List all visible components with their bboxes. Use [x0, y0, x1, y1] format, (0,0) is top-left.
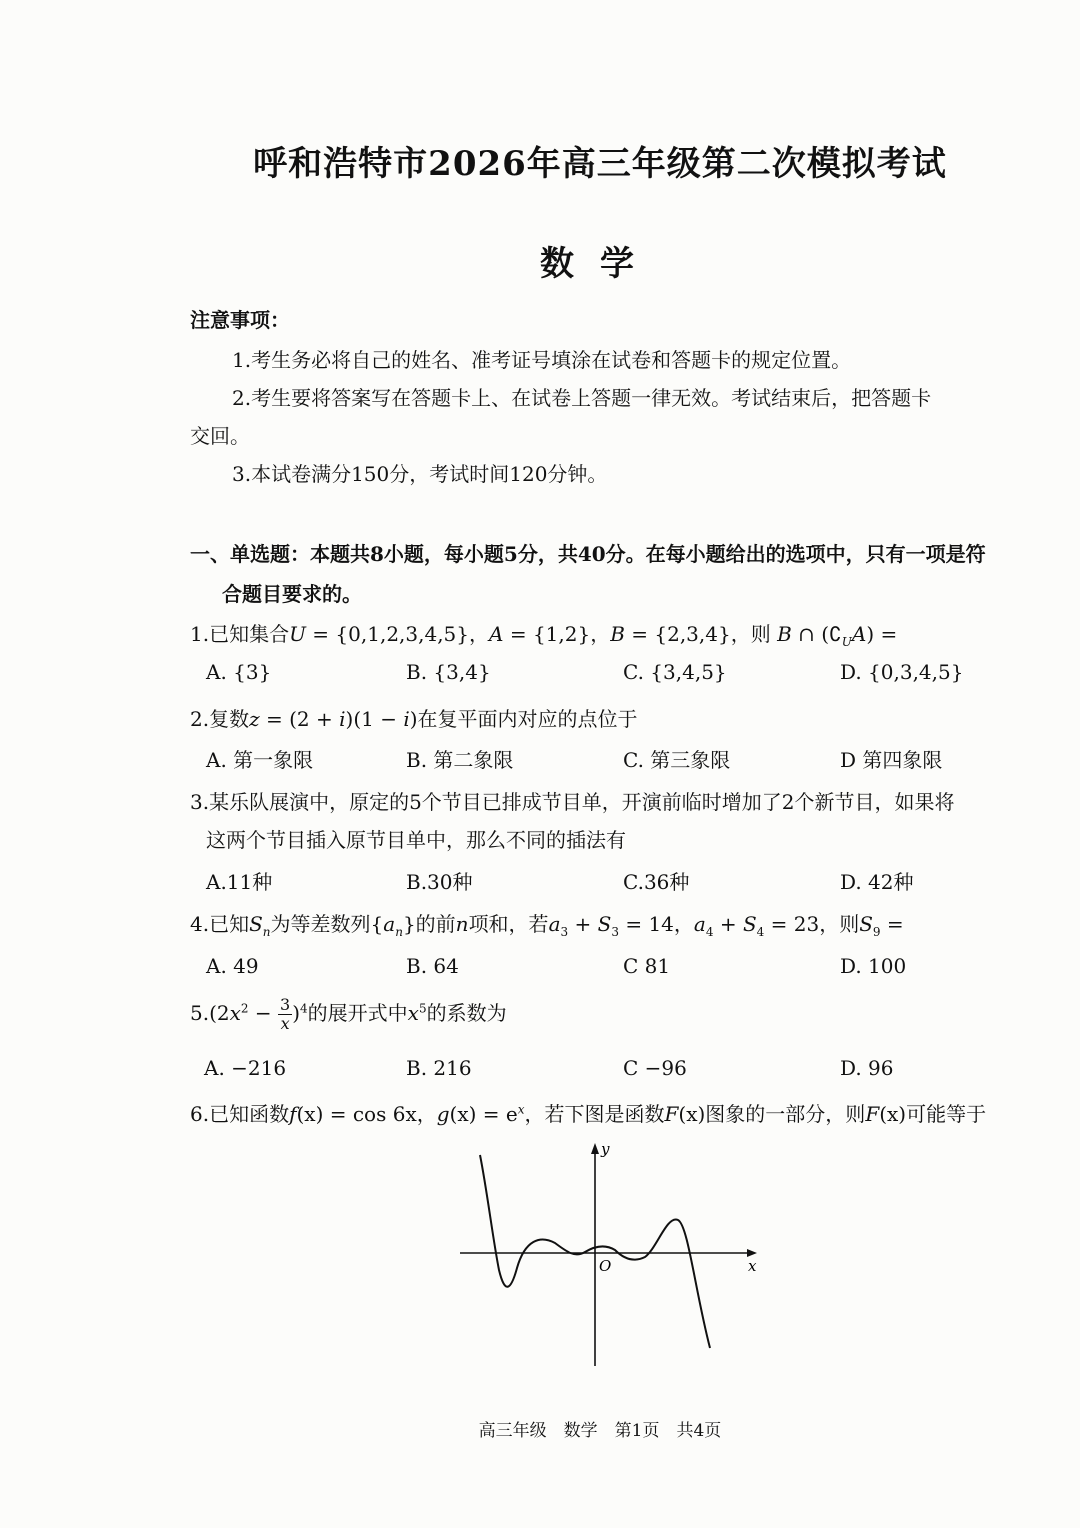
x-axis-label: x	[748, 1257, 757, 1275]
notice-item-3: 3.本试卷满分150分，考试时间120分钟。	[232, 462, 608, 486]
question-3-option-c: C.36种	[623, 870, 690, 894]
question-1-option-d: D. {0,3,4,5}	[840, 660, 964, 684]
origin-label: O	[599, 1257, 612, 1275]
question-2-option-c: C. 第三象限	[623, 748, 731, 772]
notice-item-2-line1: 2.考生要将答案写在答题卡上、在试卷上答题一律无效。考试结束后，把答题卡	[232, 386, 932, 410]
question-5-option-a: A. −216	[204, 1056, 287, 1080]
question-3-option-a: A.11种	[206, 870, 273, 894]
x-axis-arrow	[747, 1249, 757, 1257]
subject-title: 数学	[540, 244, 660, 284]
question-5-option-d: D. 96	[840, 1056, 894, 1080]
y-axis-arrow	[591, 1143, 599, 1154]
fraction-3-over-x: $\frac{3}{x}$	[280, 995, 291, 1033]
notice-item-1: 1.考生务必将自己的姓名、准考证号填涂在试卷和答题卡的规定位置。	[232, 348, 852, 372]
question-1-option-a: A. {3}	[206, 660, 272, 684]
question-3-stem-line1: 3.某乐队展演中，原定的5个节目已排成节目单，开演前临时增加了2个新节目，如果将	[190, 790, 955, 814]
section-heading-line1: 一、单选题：本题共8小题，每小题5分，共40分。在每小题给出的选项中，只有一项是符	[190, 542, 986, 566]
section-heading-line2: 合题目要求的。	[222, 582, 362, 606]
question-2-option-b: B. 第二象限	[406, 748, 514, 772]
question-4-option-c: C 81	[623, 954, 671, 978]
y-axis-label: y	[601, 1140, 610, 1158]
question-4-stem: 4.已知$S_n$为等差数列$\{a_n\}$的前n项和，若$a_3 + S_3 = 14$，$a_4 + S_4 = 23$，则$S_9$ =	[190, 912, 904, 939]
notice-item-2-line2: 交回。	[190, 424, 250, 448]
question-6-stem: 6.已知函数f(x) = cos 6x，$g(x) = e^x$，若下图是函数F(x)图象的一部分，则F(x)可能等于	[190, 1102, 987, 1126]
exam-title: 呼和浩特市2026年高三年级第二次模拟考试	[253, 144, 947, 184]
question-2-option-a: A. 第一象限	[206, 748, 314, 772]
question-3-option-d: D. 42种	[840, 870, 914, 894]
question-5-stem: $5.(2x^2$ − $\frac{3}{x}$ )$^4$的展开式中$x^5$的系数为	[190, 995, 507, 1033]
question-4-option-d: D. 100	[840, 954, 907, 978]
question-5-option-b: B. 216	[406, 1056, 472, 1080]
question-3-stem-line2: 这两个节目插入原节目单中，那么不同的插法有	[206, 828, 626, 852]
question-1-option-c: C. {3,4,5}	[623, 660, 727, 684]
question-2-option-d: D 第四象限	[840, 748, 943, 772]
question-1-stem: 1.已知集合U = {0,1,2,3,4,5}，A = {1,2}，B = {2,3,4}，则 B ∩ $(∁_UA)$ =	[190, 622, 898, 649]
question-2-stem: 2.复数z = (2 + i)(1 − i)在复平面内对应的点位于	[190, 707, 638, 731]
question-5-option-c: C −96	[623, 1056, 687, 1080]
question-1-option-b: B. {3,4}	[406, 660, 491, 684]
question-4-option-a: A. 49	[206, 954, 259, 978]
notice-heading: 注意事项：	[190, 308, 290, 332]
question-3-option-b: B.30种	[406, 870, 473, 894]
question-4-option-b: B. 64	[406, 954, 459, 978]
page-footer: 高三年级 数学 第1页 共4页	[478, 1421, 722, 1441]
function-graph	[455, 1140, 775, 1370]
